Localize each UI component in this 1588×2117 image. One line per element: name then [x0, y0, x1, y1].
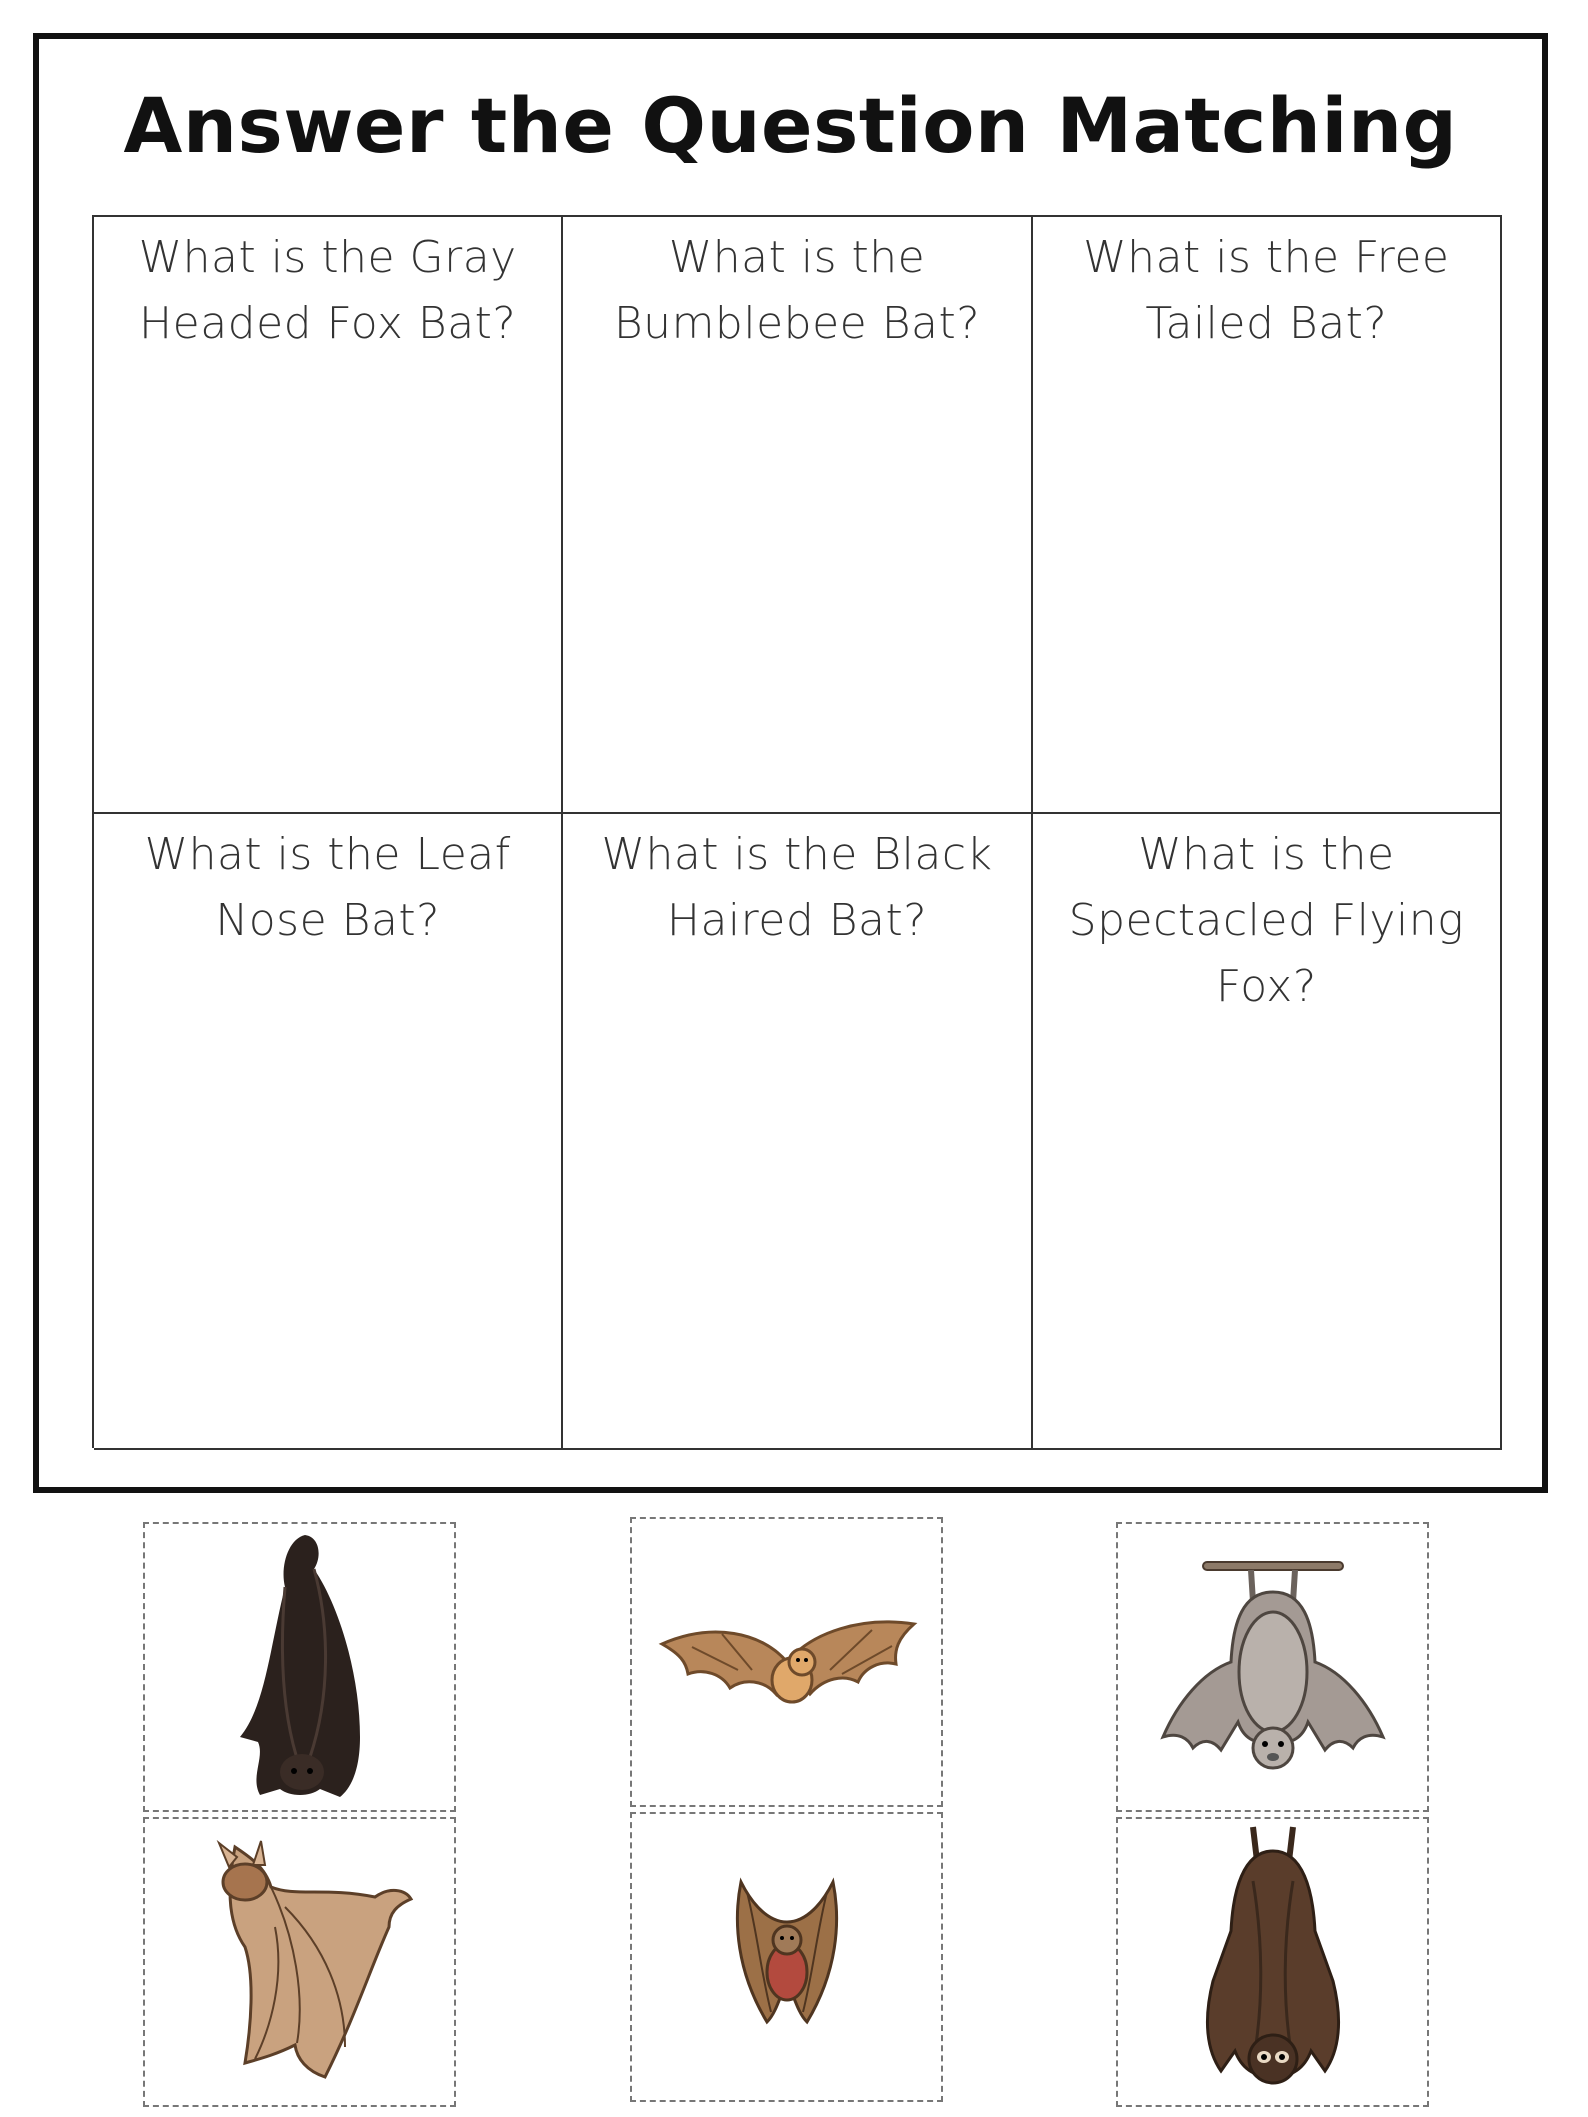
question-cell: What is the Free Tailed Bat? — [1033, 217, 1502, 814]
question-cell: What is the Black Haired Bat? — [563, 814, 1032, 1450]
cutout-card[interactable] — [143, 1817, 456, 2107]
question-cell: What is the Spectacled Flying Fox? — [1033, 814, 1502, 1450]
cutout-card[interactable] — [630, 1812, 943, 2102]
hanging-black-bat-icon — [210, 1527, 390, 1807]
worksheet-frame — [33, 33, 1548, 1493]
question-grid — [92, 215, 1502, 1448]
question-cell: What is the Gray Headed Fox Bat? — [94, 217, 563, 814]
flying-brown-bat-icon — [652, 1602, 922, 1722]
hanging-brown-flying-fox-icon — [1193, 1821, 1353, 2103]
leaf-nose-bat-icon — [175, 1827, 425, 2097]
question-cell: What is the Bumblebee Bat? — [563, 217, 1032, 814]
cutout-card[interactable] — [143, 1522, 456, 1812]
page-title: Answer the Question Matching — [123, 81, 1458, 170]
question-cell: What is the Leaf Nose Bat? — [94, 814, 563, 1450]
small-bat-red-belly-icon — [727, 1872, 847, 2042]
cutout-card[interactable] — [1116, 1817, 1429, 2107]
hanging-gray-bat-icon — [1143, 1552, 1403, 1782]
cutout-card[interactable] — [630, 1517, 943, 1807]
cutout-card[interactable] — [1116, 1522, 1429, 1812]
